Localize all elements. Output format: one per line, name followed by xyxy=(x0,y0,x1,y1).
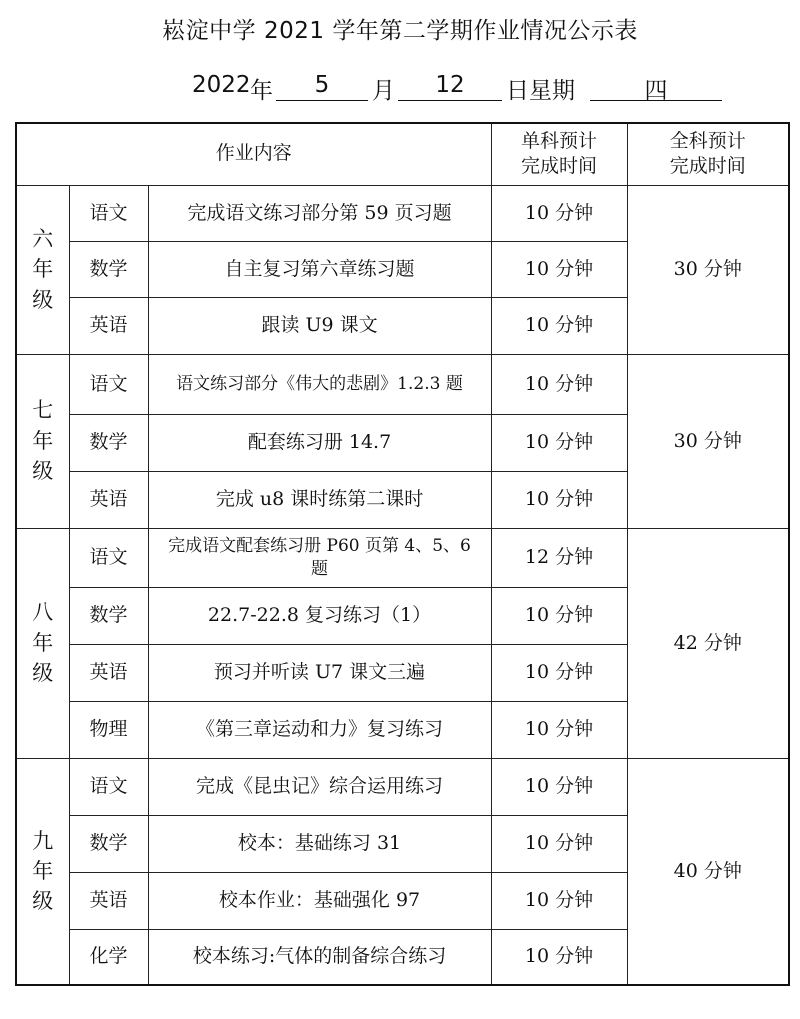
subject-cell: 数学 xyxy=(69,815,148,872)
content-cell: 语文练习部分《伟大的悲剧》1.2.3 题 xyxy=(148,354,491,414)
date-month: 5 xyxy=(276,72,368,101)
grade-nine: 九年级 xyxy=(16,758,69,985)
subject-cell: 英语 xyxy=(69,872,148,929)
subject-cell: 语文 xyxy=(69,528,148,587)
time-cell: 10 分钟 xyxy=(491,644,627,701)
content-cell: 预习并听读 U7 课文三遍 xyxy=(148,644,491,701)
time-cell: 10 分钟 xyxy=(491,471,627,528)
table-row xyxy=(16,758,789,815)
total-time-cell: 42 分钟 xyxy=(627,528,789,758)
time-cell: 10 分钟 xyxy=(491,587,627,644)
time-cell: 10 分钟 xyxy=(491,701,627,758)
subject-cell: 语文 xyxy=(69,758,148,815)
total-time-cell: 30 分钟 xyxy=(627,185,789,354)
header-content: 作业内容 xyxy=(16,123,491,185)
time-cell: 10 分钟 xyxy=(491,185,627,241)
content-cell: 22.7-22.8 复习练习（1） xyxy=(148,587,491,644)
time-cell: 10 分钟 xyxy=(491,758,627,815)
time-cell: 10 分钟 xyxy=(491,872,627,929)
time-cell: 10 分钟 xyxy=(491,241,627,297)
subject-cell: 物理 xyxy=(69,701,148,758)
subject-cell: 语文 xyxy=(69,354,148,414)
date-year-label: 年 xyxy=(250,78,273,104)
subject-cell: 数学 xyxy=(69,414,148,471)
time-cell: 10 分钟 xyxy=(491,929,627,985)
table-row xyxy=(16,528,789,587)
subject-cell: 英语 xyxy=(69,297,148,354)
grade-six: 六年级 xyxy=(16,185,69,354)
content-cell: 完成语文练习部分第 59 页习题 xyxy=(148,185,491,241)
content-cell: 自主复习第六章练习题 xyxy=(148,241,491,297)
time-cell: 10 分钟 xyxy=(491,815,627,872)
table-header-row xyxy=(16,123,789,185)
time-cell: 10 分钟 xyxy=(491,354,627,414)
subject-cell: 英语 xyxy=(69,644,148,701)
date-month-label: 月 xyxy=(372,78,395,104)
content-cell: 校本作业：基础强化 97 xyxy=(148,872,491,929)
date-weekday: 四 xyxy=(590,72,722,101)
total-time-cell: 40 分钟 xyxy=(627,758,789,985)
header-single-time: 单科预计完成时间 xyxy=(491,123,627,185)
content-cell: 校本练习:气体的制备综合练习 xyxy=(148,929,491,985)
header-total-time: 全科预计完成时间 xyxy=(627,123,789,185)
content-cell: 校本：基础练习 31 xyxy=(148,815,491,872)
grade-eight: 八年级 xyxy=(16,528,69,758)
content-cell: 配套练习册 14.7 xyxy=(148,414,491,471)
grade-seven: 七年级 xyxy=(16,354,69,528)
content-cell: 完成《昆虫记》综合运用练习 xyxy=(148,758,491,815)
date-year: 2022 xyxy=(192,72,251,98)
time-cell: 12 分钟 xyxy=(491,528,627,587)
content-cell: 《第三章运动和力》复习练习 xyxy=(148,701,491,758)
subject-cell: 语文 xyxy=(69,185,148,241)
page-title: 崧淀中学 2021 学年第二学期作业情况公示表 xyxy=(162,18,638,44)
time-cell: 10 分钟 xyxy=(491,297,627,354)
homework-table xyxy=(15,122,790,986)
content-cell: 完成语文配套练习册 P60 页第 4、5、6 题 xyxy=(148,528,491,587)
content-cell: 跟读 U9 课文 xyxy=(148,297,491,354)
total-time-cell: 30 分钟 xyxy=(627,354,789,528)
date-day: 12 xyxy=(398,72,502,101)
subject-cell: 英语 xyxy=(69,471,148,528)
content-cell: 完成 u8 课时练第二课时 xyxy=(148,471,491,528)
date-day-label: 日星期 xyxy=(506,78,575,104)
subject-cell: 化学 xyxy=(69,929,148,985)
table-row xyxy=(16,354,789,414)
time-cell: 10 分钟 xyxy=(491,414,627,471)
subject-cell: 数学 xyxy=(69,587,148,644)
table-row xyxy=(16,185,789,241)
subject-cell: 数学 xyxy=(69,241,148,297)
